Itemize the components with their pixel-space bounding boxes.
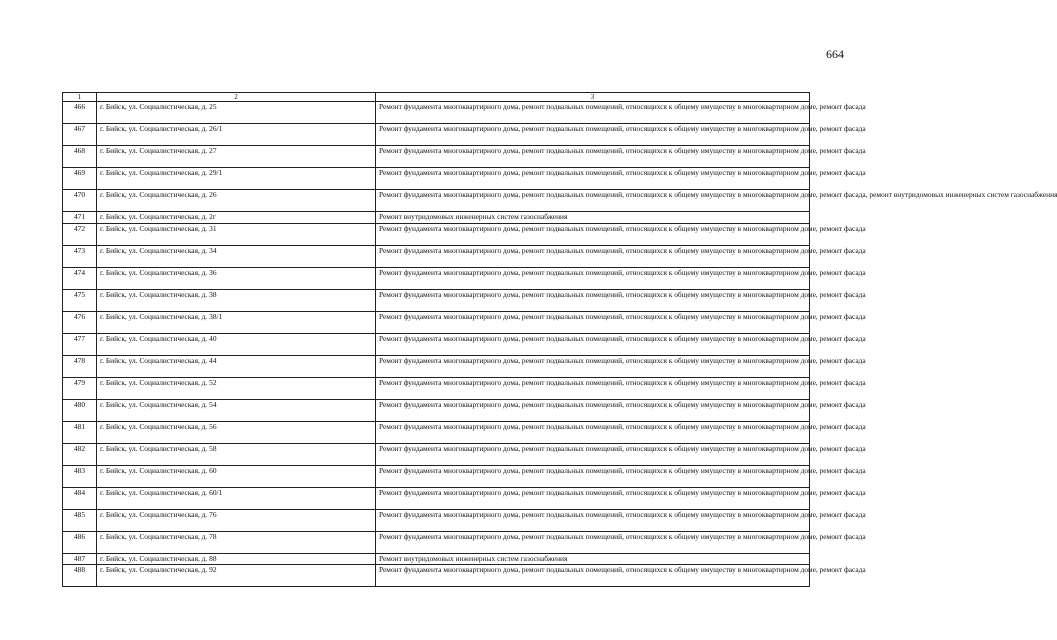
table-row xyxy=(63,102,810,124)
table-row xyxy=(63,146,810,168)
table-row xyxy=(63,212,810,224)
work-description-cell: Ремонт внутридомовых инженерных систем газоснабжения xyxy=(376,553,810,565)
table-row xyxy=(63,465,810,487)
table-row xyxy=(63,421,810,443)
row-number-cell: 481 xyxy=(63,421,97,443)
table-row xyxy=(63,487,810,509)
address-cell: г. Бийск, ул. Социалистическая, д. 38/1 xyxy=(97,311,376,333)
work-description-cell: Ремонт фундамента многоквартирного дома, ремонт подвальных помещений, относящихся к общему имуществу в многоквартирном доме, ремонт фасада xyxy=(376,102,810,124)
work-description-cell: Ремонт фундамента многоквартирного дома, ремонт подвальных помещений, относящихся к общему имуществу в многоквартирном доме, ремонт фасада xyxy=(376,443,810,465)
work-description-cell: Ремонт фундамента многоквартирного дома, ремонт подвальных помещений, относящихся к общему имуществу в многоквартирном доме, ремонт фасада xyxy=(376,223,810,245)
work-description-cell: Ремонт фундамента многоквартирного дома, ремонт подвальных помещений, относящихся к общему имуществу в многоквартирном доме, ремонт фасада xyxy=(376,531,810,553)
address-cell: г. Бийск, ул. Социалистическая, д. 92 xyxy=(97,565,376,587)
address-cell: г. Бийск, ул. Социалистическая, д. 2г xyxy=(97,212,376,224)
work-description-cell: Ремонт фундамента многоквартирного дома, ремонт подвальных помещений, относящихся к общему имуществу в многоквартирном доме, ремонт фасада xyxy=(376,311,810,333)
address-cell: г. Бийск, ул. Социалистическая, д. 25 xyxy=(97,102,376,124)
table-row xyxy=(63,531,810,553)
row-number-cell: 486 xyxy=(63,531,97,553)
work-description-cell: Ремонт фундамента многоквартирного дома, ремонт подвальных помещений, относящихся к общему имуществу в многоквартирном доме, ремонт фасада, ремонт внутридомовых инженерных систем газоснабжения xyxy=(376,190,810,212)
row-number-cell: 482 xyxy=(63,443,97,465)
address-cell: г. Бийск, ул. Социалистическая, д. 56 xyxy=(97,421,376,443)
work-description-cell: Ремонт фундамента многоквартирного дома, ремонт подвальных помещений, относящихся к общему имуществу в многоквартирном доме, ремонт фасада xyxy=(376,245,810,267)
row-number-cell: 488 xyxy=(63,565,97,587)
table-row xyxy=(63,509,810,531)
row-number-cell: 485 xyxy=(63,509,97,531)
column-number-row xyxy=(63,93,810,102)
row-number-cell: 484 xyxy=(63,487,97,509)
row-number-cell: 479 xyxy=(63,377,97,399)
row-number-cell: 480 xyxy=(63,399,97,421)
table-row xyxy=(63,289,810,311)
row-number-cell: 466 xyxy=(63,102,97,124)
column-header-1: 1 xyxy=(63,93,97,102)
page-number: 664 xyxy=(826,47,844,61)
table-row xyxy=(63,311,810,333)
table-body xyxy=(63,102,1057,587)
work-description-cell: Ремонт фундамента многоквартирного дома, ремонт подвальных помещений, относящихся к общему имуществу в многоквартирном доме, ремонт фасада xyxy=(376,487,810,509)
address-cell: г. Бийск, ул. Социалистическая, д. 26 xyxy=(97,190,376,212)
work-description-cell: Ремонт фундамента многоквартирного дома, ремонт подвальных помещений, относящихся к общему имуществу в многоквартирном доме, ремонт фасада xyxy=(376,509,810,531)
address-cell: г. Бийск, ул. Социалистическая, д. 40 xyxy=(97,333,376,355)
table-row xyxy=(63,333,810,355)
address-cell: г. Бийск, ул. Социалистическая, д. 36 xyxy=(97,267,376,289)
row-number-cell: 470 xyxy=(63,190,97,212)
table-row xyxy=(63,355,810,377)
row-number-cell: 475 xyxy=(63,289,97,311)
repair-register-table xyxy=(62,92,1057,587)
address-cell: г. Бийск, ул. Социалистическая, д. 60/1 xyxy=(97,487,376,509)
table-row xyxy=(63,565,810,587)
work-description-cell: Ремонт фундамента многоквартирного дома, ремонт подвальных помещений, относящихся к общему имуществу в многоквартирном доме, ремонт фасада xyxy=(376,399,810,421)
table-row xyxy=(63,443,810,465)
work-description-cell: Ремонт фундамента многоквартирного дома, ремонт подвальных помещений, относящихся к общему имуществу в многоквартирном доме, ремонт фасада xyxy=(376,124,810,146)
address-cell: г. Бийск, ул. Социалистическая, д. 29/1 xyxy=(97,168,376,190)
address-cell: г. Бийск, ул. Социалистическая, д. 26/1 xyxy=(97,124,376,146)
row-number-cell: 478 xyxy=(63,355,97,377)
row-number-cell: 472 xyxy=(63,223,97,245)
row-number-cell: 483 xyxy=(63,465,97,487)
work-description-cell: Ремонт фундамента многоквартирного дома, ремонт подвальных помещений, относящихся к общему имуществу в многоквартирном доме, ремонт фасада xyxy=(376,168,810,190)
work-description-cell: Ремонт фундамента многоквартирного дома, ремонт подвальных помещений, относящихся к общему имуществу в многоквартирном доме, ремонт фасада xyxy=(376,146,810,168)
row-number-cell: 468 xyxy=(63,146,97,168)
table-row xyxy=(63,168,810,190)
work-description-cell: Ремонт фундамента многоквартирного дома, ремонт подвальных помещений, относящихся к общему имуществу в многоквартирном доме, ремонт фасада xyxy=(376,289,810,311)
work-description-cell: Ремонт фундамента многоквартирного дома, ремонт подвальных помещений, относящихся к общему имуществу в многоквартирном доме, ремонт фасада xyxy=(376,355,810,377)
row-number-cell: 477 xyxy=(63,333,97,355)
address-cell: г. Бийск, ул. Социалистическая, д. 31 xyxy=(97,223,376,245)
address-cell: г. Бийск, ул. Социалистическая, д. 27 xyxy=(97,146,376,168)
row-number-cell: 474 xyxy=(63,267,97,289)
table-row xyxy=(63,223,810,245)
address-cell: г. Бийск, ул. Социалистическая, д. 88 xyxy=(97,553,376,565)
address-cell: г. Бийск, ул. Социалистическая, д. 34 xyxy=(97,245,376,267)
row-number-cell: 487 xyxy=(63,553,97,565)
work-description-cell: Ремонт фундамента многоквартирного дома, ремонт подвальных помещений, относящихся к общему имуществу в многоквартирном доме, ремонт фасада xyxy=(376,333,810,355)
column-header-2: 2 xyxy=(97,93,376,102)
address-cell: г. Бийск, ул. Социалистическая, д. 60 xyxy=(97,465,376,487)
address-cell: г. Бийск, ул. Социалистическая, д. 54 xyxy=(97,399,376,421)
row-number-cell: 467 xyxy=(63,124,97,146)
work-description-cell: Ремонт внутридомовых инженерных систем газоснабжения xyxy=(376,212,810,224)
work-description-cell: Ремонт фундамента многоквартирного дома, ремонт подвальных помещений, относящихся к общему имуществу в многоквартирном доме, ремонт фасада xyxy=(376,377,810,399)
work-description-cell: Ремонт фундамента многоквартирного дома, ремонт подвальных помещений, относящихся к общему имуществу в многоквартирном доме, ремонт фасада xyxy=(376,465,810,487)
table-row xyxy=(63,399,810,421)
work-description-cell: Ремонт фундамента многоквартирного дома, ремонт подвальных помещений, относящихся к общему имуществу в многоквартирном доме, ремонт фасада xyxy=(376,421,810,443)
work-description-cell: Ремонт фундамента многоквартирного дома, ремонт подвальных помещений, относящихся к общему имуществу в многоквартирном доме, ремонт фасада xyxy=(376,565,810,587)
address-cell: г. Бийск, ул. Социалистическая, д. 76 xyxy=(97,509,376,531)
address-cell: г. Бийск, ул. Социалистическая, д. 78 xyxy=(97,531,376,553)
address-cell: г. Бийск, ул. Социалистическая, д. 52 xyxy=(97,377,376,399)
column-header-3: 3 xyxy=(376,93,810,102)
table-row xyxy=(63,245,810,267)
table-row xyxy=(63,124,810,146)
address-cell: г. Бийск, ул. Социалистическая, д. 58 xyxy=(97,443,376,465)
address-cell: г. Бийск, ул. Социалистическая, д. 44 xyxy=(97,355,376,377)
table-row xyxy=(63,377,810,399)
row-number-cell: 476 xyxy=(63,311,97,333)
row-number-cell: 469 xyxy=(63,168,97,190)
row-number-cell: 473 xyxy=(63,245,97,267)
table-row xyxy=(63,190,810,212)
table-row xyxy=(63,267,810,289)
table-row xyxy=(63,553,810,565)
row-number-cell: 471 xyxy=(63,212,97,224)
address-cell: г. Бийск, ул. Социалистическая, д. 38 xyxy=(97,289,376,311)
work-description-cell: Ремонт фундамента многоквартирного дома, ремонт подвальных помещений, относящихся к общему имуществу в многоквартирном доме, ремонт фасада xyxy=(376,267,810,289)
